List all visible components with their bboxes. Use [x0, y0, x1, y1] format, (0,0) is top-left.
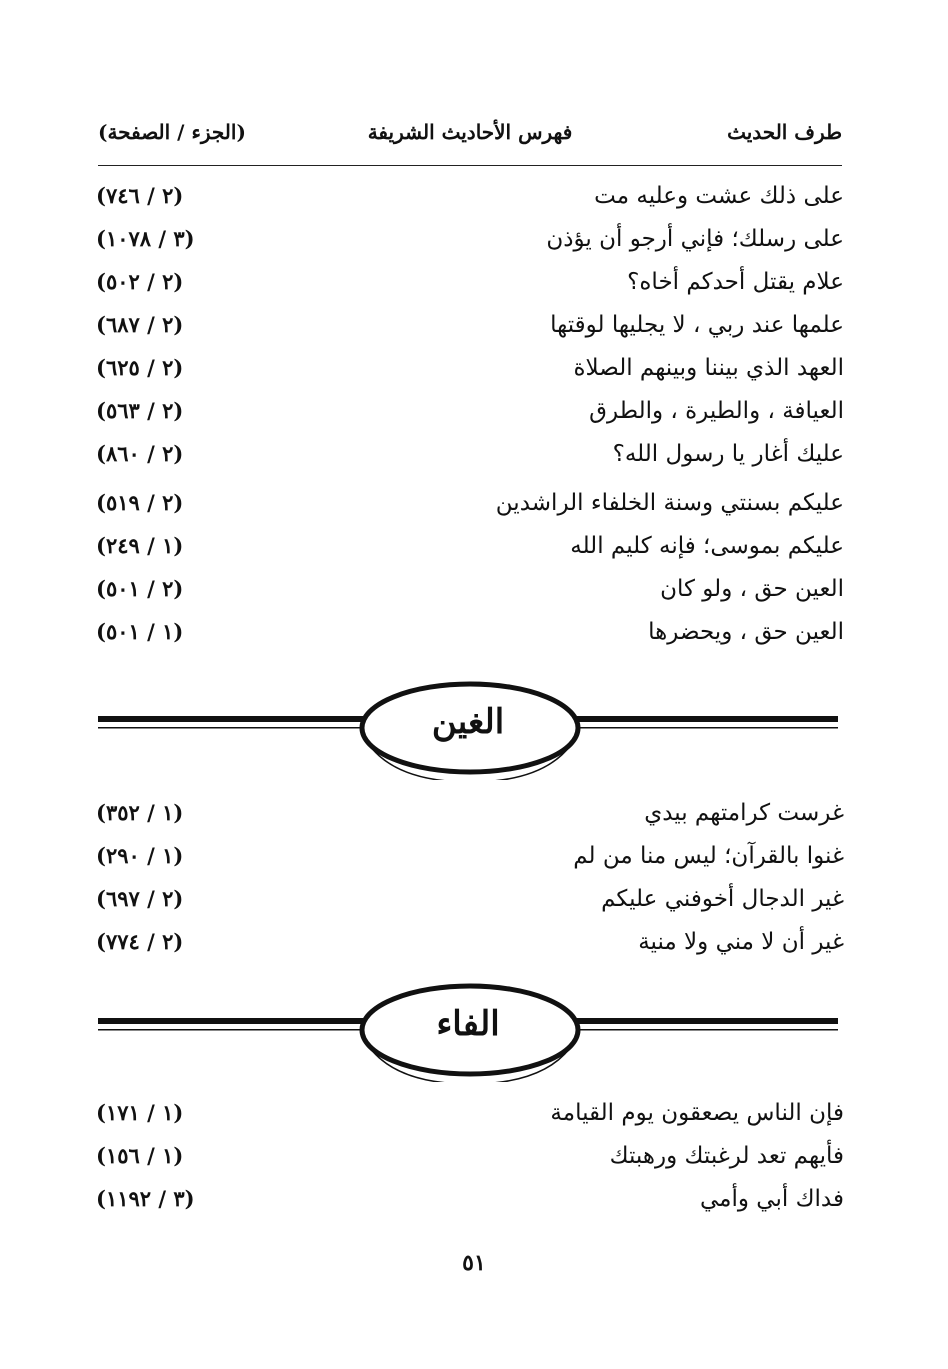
index-entry	[96, 441, 844, 481]
hadith-text: عليكم بموسى؛ فإنه كليم الله	[570, 533, 844, 559]
index-entry	[96, 183, 844, 223]
hadith-text: غير أن لا مني ولا منية	[638, 929, 844, 955]
volume-page-ref: (٢ / ٥١٩)	[96, 490, 184, 515]
index-entry	[96, 398, 844, 438]
index-entry	[96, 929, 844, 969]
volume-page-ref: (٢ / ٥٦٣)	[96, 398, 184, 423]
index-entry	[96, 490, 844, 530]
index-entry	[96, 1100, 844, 1140]
hadith-text: عليك أغار يا رسول الله؟	[612, 441, 844, 467]
volume-page-ref: (٢ / ٥٠١)	[96, 576, 184, 601]
volume-page-ref: (١ / ٢٤٩)	[96, 533, 184, 558]
hadith-text: العين حق ، ويحضرها	[648, 619, 844, 645]
hadith-text: عليكم بسنتي وسنة الخلفاء الراشدين	[495, 490, 844, 516]
header-volume-page-column: (الجزء / الصفحة)	[98, 120, 246, 144]
index-entry	[96, 269, 844, 309]
hadith-text: العيافة ، والطيرة ، والطرق	[589, 398, 844, 424]
index-entry	[96, 843, 844, 883]
volume-page-ref: (١ / ٢٩٠)	[96, 843, 184, 868]
volume-page-ref: (٢ / ٨٦٠)	[96, 441, 184, 466]
index-entry	[96, 886, 844, 926]
volume-page-ref: (١ / ٣٥٢)	[96, 800, 184, 825]
index-entry	[96, 619, 844, 659]
header-hadith-column: طرف الحديث	[727, 120, 842, 144]
hadith-text: علام يقتل أحدكم أخاه؟	[627, 269, 844, 295]
index-entry	[96, 1143, 844, 1183]
index-entry	[96, 800, 844, 840]
section-divider-ghain	[98, 680, 838, 780]
hadith-text: فداك أبي وأمي	[700, 1186, 844, 1212]
hadith-text: فإن الناس يصعقون يوم القيامة	[550, 1100, 844, 1126]
volume-page-ref: (٢ / ٦٢٥)	[96, 355, 184, 380]
volume-page-ref: (٢ / ٦٩٧)	[96, 886, 184, 911]
volume-page-ref: (١ / ٥٠١)	[96, 619, 184, 644]
index-entry	[96, 355, 844, 395]
volume-page-ref: (٣ / ١٠٧٨)	[96, 226, 195, 251]
section-heading: الفاء	[436, 1004, 500, 1044]
hadith-text: غير الدجال أخوفني عليكم	[601, 886, 844, 912]
index-entry	[96, 576, 844, 616]
volume-page-ref: (٢ / ٥٠٢)	[96, 269, 184, 294]
page-number: ٥١	[462, 1250, 486, 1276]
volume-page-ref: (٢ / ٦٨٧)	[96, 312, 184, 337]
section-heading: الغين	[431, 702, 505, 742]
header-rule	[98, 165, 842, 166]
hadith-text: غنوا بالقرآن؛ ليس منا من لم	[573, 843, 844, 869]
volume-page-ref: (١ / ١٧١)	[96, 1100, 184, 1125]
index-entry	[96, 312, 844, 352]
volume-page-ref: (٣ / ١١٩٢)	[96, 1186, 195, 1211]
volume-page-ref: (٢ / ٧٧٤)	[96, 929, 184, 954]
volume-page-ref: (٢ / ٧٤٦)	[96, 183, 184, 208]
hadith-text: غرست كرامتهم بيدي	[644, 800, 844, 826]
index-entry	[96, 1186, 844, 1226]
hadith-text: على ذلك عشت وعليه مت	[594, 183, 844, 209]
hadith-text: فأيهم تعد لرغبتك ورهبتك	[609, 1143, 844, 1169]
index-entry	[96, 533, 844, 573]
index-entry	[96, 226, 844, 266]
section-divider-fa	[98, 982, 838, 1082]
hadith-text: على رسلك؛ فإني أرجو أن يؤذن	[546, 226, 844, 252]
hadith-text: علمها عند ربي ، لا يجليها لوقتها	[550, 312, 844, 338]
volume-page-ref: (١ / ١٥٦)	[96, 1143, 184, 1168]
hadith-text: العهد الذي بيننا وبينهم الصلاة	[573, 355, 844, 381]
hadith-text: العين حق ، ولو كان	[660, 576, 844, 602]
page-header	[98, 120, 842, 160]
header-title: فهرس الأحاديث الشريفة	[367, 120, 573, 144]
